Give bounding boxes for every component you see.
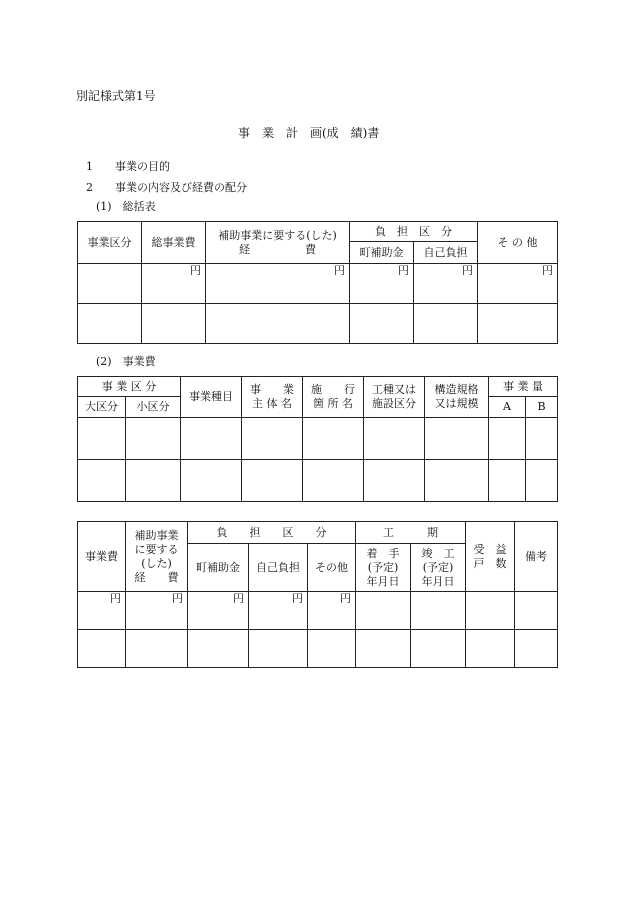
project-cell[interactable] (526, 460, 558, 502)
cost-cell[interactable] (78, 630, 126, 668)
header-households (466, 522, 515, 592)
header-self-burden: 自己負担 (414, 242, 478, 264)
header-period: 工 期 (356, 522, 466, 544)
header-structure-l2: 又は規模 (434, 397, 479, 410)
header-subsidy-l3: (した) (141, 556, 172, 570)
header-minor: 小区分 (126, 397, 181, 418)
header-subsidy-cost-line2: 経 費 (239, 242, 316, 256)
cost-table (77, 521, 558, 668)
cost-cell[interactable] (515, 592, 558, 630)
header-end (411, 544, 466, 592)
form-number: 別記様式第1号 (76, 89, 156, 103)
header-work (364, 377, 425, 418)
cost-cell[interactable]: 円 (78, 592, 126, 630)
header-start (356, 544, 411, 592)
header-start-l1: 着 手 (366, 546, 400, 560)
header-town-subsidy: 町補助金 (188, 544, 249, 592)
section-project-cost: (2) 事業費 (96, 355, 156, 368)
header-major: 大区分 (78, 397, 126, 418)
cost-cell[interactable] (466, 630, 515, 668)
summary-cell[interactable] (478, 304, 558, 344)
header-work-l1: 工種又は (372, 383, 416, 396)
header-subsidy-l4: 経 費 (134, 570, 179, 584)
cost-cell[interactable] (411, 630, 466, 668)
header-remarks: 備考 (515, 522, 558, 592)
cost-cell[interactable] (356, 630, 411, 668)
header-type: 事業種目 (181, 377, 242, 418)
cost-cell[interactable] (515, 630, 558, 668)
project-cell[interactable] (181, 460, 242, 502)
header-subsidy-l1: 補助事業 (134, 528, 179, 542)
header-start-l3: 年月日 (366, 574, 400, 588)
section-purpose: 1 事業の目的 (86, 160, 170, 173)
cost-cell[interactable]: 円 (308, 592, 356, 630)
project-cell[interactable] (364, 418, 425, 460)
cost-cell[interactable] (126, 630, 188, 668)
header-structure (425, 377, 489, 418)
summary-cell[interactable]: 円 (350, 264, 414, 304)
header-entity-l1: 事 業 (250, 383, 294, 396)
project-cell[interactable] (126, 418, 181, 460)
header-subsidy (126, 522, 188, 592)
summary-cell[interactable] (78, 264, 142, 304)
section-summary: (1) 総括表 (96, 200, 156, 213)
cost-cell[interactable] (249, 630, 308, 668)
summary-cell[interactable]: 円 (478, 264, 558, 304)
project-cell[interactable] (78, 418, 126, 460)
header-quantity: 事 業 量 (489, 377, 558, 397)
header-end-l1: 竣 工 (421, 546, 455, 560)
header-self-burden: 自己負担 (249, 544, 308, 592)
project-cell[interactable] (425, 460, 489, 502)
header-site-l2: 箇 所 名 (313, 397, 353, 410)
header-other: そ の 他 (478, 222, 558, 264)
summary-cell[interactable] (142, 304, 206, 344)
project-cell[interactable] (303, 418, 364, 460)
header-structure-l1: 構造規格 (434, 383, 479, 396)
header-total: 総事業費 (142, 222, 206, 264)
header-other: その他 (308, 544, 356, 592)
header-burden: 負 担 区 分 (350, 222, 478, 242)
header-site (303, 377, 364, 418)
cost-cell[interactable] (411, 592, 466, 630)
cost-cell[interactable] (356, 592, 411, 630)
header-a: A (489, 397, 526, 418)
header-households-l2: 戸 数 (473, 556, 507, 570)
summary-table (77, 221, 558, 344)
summary-cell[interactable] (350, 304, 414, 344)
page-title: 事 業 計 画(成 績)書 (238, 126, 380, 140)
project-cell[interactable] (303, 460, 364, 502)
header-subsidy-cost-line1: 補助事業に要する(した) (218, 228, 337, 242)
header-town-subsidy: 町補助金 (350, 242, 414, 264)
header-category: 事業区分 (78, 222, 142, 264)
summary-cell[interactable] (414, 304, 478, 344)
project-cell[interactable] (242, 460, 303, 502)
header-site-l1: 施 行 (311, 383, 355, 396)
project-cell[interactable] (181, 418, 242, 460)
header-project-category: 事 業 区 分 (78, 377, 181, 397)
header-entity-l2: 主 体 名 (252, 397, 292, 410)
header-work-l2: 施設区分 (372, 397, 416, 410)
project-cell[interactable] (526, 418, 558, 460)
header-b: B (526, 397, 558, 418)
summary-cell[interactable] (206, 304, 350, 344)
summary-cell[interactable] (78, 304, 142, 344)
project-cell[interactable] (364, 460, 425, 502)
header-subsidy-cost (206, 222, 350, 264)
project-cell[interactable] (489, 418, 526, 460)
header-households-l1: 受 益 (473, 542, 507, 556)
cost-cell[interactable] (466, 592, 515, 630)
project-cell[interactable] (242, 418, 303, 460)
cost-cell[interactable] (188, 630, 249, 668)
project-cell[interactable] (78, 460, 126, 502)
header-burden: 負 担 区 分 (188, 522, 356, 544)
header-end-l3: 年月日 (421, 574, 455, 588)
cost-cell[interactable] (308, 630, 356, 668)
header-subsidy-l2: に要する (134, 542, 179, 556)
project-table (77, 376, 558, 502)
summary-cell[interactable]: 円 (414, 264, 478, 304)
header-end-l2: (予定) (422, 560, 454, 574)
header-start-l2: (予定) (367, 560, 399, 574)
project-cell[interactable] (425, 418, 489, 460)
project-cell[interactable] (126, 460, 181, 502)
summary-cell[interactable]: 円 (206, 264, 350, 304)
project-cell[interactable] (489, 460, 526, 502)
cost-cell[interactable]: 円 (249, 592, 308, 630)
cost-cell[interactable]: 円 (188, 592, 249, 630)
section-content: 2 事業の内容及び経費の配分 (86, 181, 247, 194)
summary-cell[interactable]: 円 (142, 264, 206, 304)
cost-cell[interactable]: 円 (126, 592, 188, 630)
header-cost: 事業費 (78, 522, 126, 592)
header-entity (242, 377, 303, 418)
